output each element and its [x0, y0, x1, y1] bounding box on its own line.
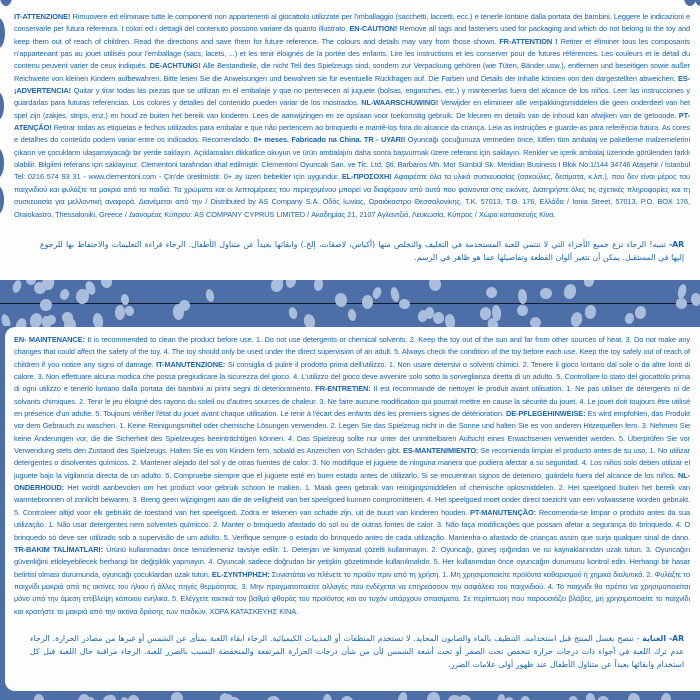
polka-dot — [428, 280, 442, 292]
bottom-dot-band — [0, 691, 700, 700]
body-text: Il est recommandé de nettoyer le produit avant utilisation. 1. Ne pas utiliser de détergents ni de solvants chimiques. 2. Tenir le jeu éloigné des rayons du soleil ou d'autres sources de chaleur. 3. Ne faire aucune modification qui pourrait mettre en cause la sécurité du jouet. 4. Le jouet doit toujours être utilisé en présence d'un adulte. 5. Toujours vérifier l'état du jouet avant chaque utilisation. Le tenir à l'écart des enfants dès les premiers signes de détérioration. — [14, 384, 690, 419]
polka-dot — [115, 305, 125, 320]
language-label: IT-ATTENZIONE! — [14, 12, 71, 21]
polka-dot — [520, 696, 531, 700]
body-text: Si consiglia di pulire il prodotto prima dell'utilizzo. 1. Non usare detersivi o solventi chimici. 2. Tenere il gioco lontano dal sole o da altre fonti di calore. 3. Non effettuare alcuna modica che possa pregiudicare la sicurezza del gioco. 4. L'utilizzo del gioco deve avvenire solo sotto la sorveglianza diretta di un adulto. 5. Controllare lo stato del giocattolo prima di ogni utilizzo e tenerlo lontano dalla portata dei bambini ai primi segni di deterioramento. — [14, 359, 691, 394]
body-text: Retirar todas as etiquetas e fechos utilizados para embalar e que não pertencem ao brinquedo e mantê-los fora do alcance da criança. Leia as instruções e guarde-as para referência futura. As cores e detalhes do conteúdo podem variar entre os indicados. Recomendado: — [14, 123, 690, 145]
body-text: Retirer et éliminer tous les composants n'appartenant pas au jouet utilisés pour l'emballage (sacs, lacets, ...) et les tenir éloignés de la portée des enfants. Lire les instructions et les conserver pour de futures références. Les couleurs et le détail du contenu peuvent varier de ceux indiqués. — [14, 36, 690, 71]
polka-dot — [285, 280, 297, 289]
body-text: Verwijder en elimineer alle verpakkingsmiddelen die geen onderdeel van het spel zijn (zakjes, strips, enz.) en houd ze buiten het bereik van kinderen. Lees de aanwijzingen en ze opslaan voor toekomstig gebruik. De kleuren en details van de inhoud kan afwijken van de getoonde. — [14, 98, 690, 120]
body-text: It is recommended to clean the product before use. 1. Do not use detergents or chemical solvents. 2. Keep the toy out of the sun and far from other sources of heat. 3. Do not make any changes that could affect the safety of the toy. 4. The toy should only be used under the direct supervision of an adult. 5. Always check the condition of the toy before each use. Keep the toy safely out of reach of children if you notice any signs of damage. — [14, 335, 691, 369]
polka-dot — [77, 694, 90, 700]
warning-text-arabic — [40, 238, 684, 264]
polka-dot — [59, 287, 71, 301]
polka-dot — [39, 298, 53, 312]
polka-dot — [634, 305, 647, 320]
edge-dot-fragment — [0, 92, 4, 120]
polka-dot — [517, 305, 528, 317]
language-label: PT-MANUTENÇÃO: — [470, 507, 536, 517]
language-label: NL-WAARSCHUWING! — [361, 98, 439, 108]
edge-dot-fragment — [695, 0, 700, 6]
language-label: DE-ACHTUNG! — [149, 61, 201, 71]
body-text: Rimuovere ed eliminare tutte le componenti non appartenenti al giocattolo utilizzate per l'imballaggio (sacchetti, laccetti, ecc.) e tenerle lontane dalla portata dei bambini. Leggere le indicazioni e conservarle per futura referenza. I colori ed i dettagli del contenuto possono variare da quanto illustrato. — [14, 12, 690, 34]
polka-dot — [562, 283, 577, 300]
language-label: ES-¡ADVERTENCIA! — [14, 73, 690, 96]
polka-dot — [627, 692, 641, 700]
polka-dot — [204, 289, 215, 304]
polka-dot — [445, 313, 457, 327]
polka-dot — [34, 282, 47, 295]
language-label: IT-MANUTENZIONE: — [156, 359, 226, 369]
polka-dot — [399, 299, 411, 310]
polka-dot — [120, 294, 130, 307]
body-text: Alle Bestandteile, die nicht Teil des Spielzeugs sind, sondern zur Verpackung gehören (wie Tüten, Bänder usw.), entfernen und beseitigen sowie außer Reichweite von kleinen Kindern aufbewahren. Bitte lesen Sie die Anweisungen und bewahren sie für eventuelle Rückfragen auf. Die Farben und Details der Inhalte können von den dargestellten abweichen. — [14, 61, 690, 83]
body-text: Ürünü kullanmadan önce temizlemeniz tavsiye edilir. 1. Deterjan ve kimyasal çözelti kullanmayın. 2. Oyuncağı, güneş ışığından ve ısı kaynaklarından uzak tutun. 3. Oyuncağın güvenliğini etkileyebilecek herhangi bir değişiklik yapmayın. 4. Oyuncak sadece doğrudan bir yetişkin gözetiminde kullanılmalıdır. 5. Her kullanımdan önce oyuncağın durumunu kontrol edin. Herhangi bir hasar belirtisi olması durumunda, oyuncağı çocuklardan uzak tutun. — [14, 544, 690, 579]
polka-dot — [172, 304, 184, 320]
polka-dot — [288, 306, 299, 319]
fold-seam-line — [0, 303, 700, 304]
polka-dot — [267, 696, 281, 700]
language-label: EN- MAINTENANCE: — [14, 335, 85, 344]
polka-dot — [0, 313, 12, 327]
polka-dot — [124, 305, 135, 317]
body-text: Remove all tags and fasteners used for packaging and which do not belong to the toy and keep them out of reach of children. Read the directions and save them for future reference. The colours and details may vary from those shown. — [14, 24, 690, 46]
polka-dot — [675, 297, 688, 309]
language-label: FR-ATTENTION ! — [499, 36, 558, 46]
polka-dot — [348, 309, 358, 322]
language-label: AR- — [669, 240, 684, 249]
polka-dot — [314, 280, 324, 291]
edge-dot-fragment — [0, 148, 4, 178]
polka-dot — [661, 693, 672, 700]
body-text: Es wird empfohlen, das Produkt vor dem Gebrauch zu waschen. 1. Keine Reinigungsmittel oder chemische Lösungen verwenden. 2. Legen Sie das Spielzeug nicht in die Sonne und halten Sie es von anderen Hitzequellen fern. 3. Nehmen Sie keine Änderungen vor, die die Sicherheit des Spielzeuges beeinträchtigen können. 4. Das Spielzeug sollte nur unter der unmittelbaren Aufsicht eines Erwachsenen verwendet werden. 5. Überprüfen Sie vor Verwendung stets den Zustand des Spielzeugs. Halten Sie es von Kindern fern, sobald es Anzeichen von Schäden gibt. — [14, 409, 691, 456]
maintenance-text-arabic — [30, 632, 684, 671]
polka-dot — [14, 316, 28, 327]
polka-dot — [540, 287, 552, 299]
language-label: EL-ΠΡΟΣΟΧΗ! — [341, 172, 392, 182]
edge-dot-fragment — [0, 186, 4, 214]
polka-dot — [426, 692, 440, 700]
polka-dot — [28, 312, 43, 327]
language-label: ES-MANTENIMIENTO: — [403, 446, 479, 456]
language-label: EN-CAUTION! — [349, 24, 398, 34]
polka-dot — [486, 286, 499, 299]
language-label: DE-PFLEGEHINWEISE: — [505, 409, 586, 419]
polka-dot — [339, 695, 355, 700]
body-text: Het wordt aanbevolen om het product voor gebruik schoon te maken. 1. Maak geen gebruik van reinigingsmiddelen of chemische oplosmiddelen. 2. Het speelgoed buiten het bereik van warmtebronnen of zonlicht bewaren. 3. Breng geen wijzigingen aan die de veiligheid van het speelgoed kunnen compromitteren. 4. Het speelgoed moet onder direct toezicht van een volwassene worden gebruikt. 5. Controleer altijd voor elk gebruikt de toestand van het speelgoed. Zodra er tekenen van schade zijn, uit de buurt van kinderen houden. — [14, 483, 690, 517]
body-text: Quitar y tirar todas las piezas que se utilizan en el embalaje y que no pertenecen al juguete (bolsas, enganches, etc.) y mantenerlas fuera del alcance de los niños. Leer las instrucciones y guardarlas para futuras referencias. Los colores y detalles del contenido pueden variar de los mostrados. — [14, 86, 690, 108]
language-label: NL-ONDERHOUD: — [14, 470, 690, 493]
edge-dot-fragment — [0, 0, 12, 6]
language-label: FR-ENTRETIEN: — [315, 384, 371, 394]
body-text: - ننصح بغسل المنتج قبل استخدامه. التنظيف بالماء والصابون المحايد. لا تستخدم المنظفات أو المذيبات الكيميائية. الرجاء ابقاء اللعبة بمنأى عن الشمس أو غيرها من مصادر الحرارة. الرجاء عدم ترك اللعبة في أجواء ذات درجات حرارة تنخفض تحت الصفر أو تحت أشعة الشمس لأن من شأن درجات الحرارة المرتفعة والمنخفضة التسبب بالضرر للعبة. الرجاء مراقبة حال اللعبة قبل كل استخدام وابقائها بعيداً عن متناول الأطفال عند ظهور أولى علامات الضرر. — [30, 634, 684, 669]
polka-dot — [585, 692, 596, 700]
polka-dot — [570, 311, 584, 327]
polka-dot — [269, 280, 284, 293]
polka-dot — [690, 293, 700, 307]
language-label: EL-ΣΥΝΤΗΡΗΣΗ: — [211, 569, 270, 579]
polka-dot — [102, 694, 117, 700]
polka-dot — [371, 286, 383, 300]
polka-dot — [584, 304, 597, 319]
body-text: Συνιστάται να πλένετε το προϊόν πριν από τη χρήση. 1. Μη χρησιμοποιείτε προϊόντα καθαρισμού ή χημικά διαλυτικά. 2. Φυλάξτε το παιχνίδι μακριά από τις ακτίνες του ήλιου ή άλλες πηγές θερμότητας. 3. Μην πραγματοποιείτε αλλαγές που ενδέχεται να επηρεάσουν την ασφάλεια του παιχνιδιού. 4. Το παιχνίδι θα πρέπει να χρησιμοποιείται μόνο υπό την άμεση επίβλεψη κάποιου ενήλικα. 5. Ελέγχετε τακτικά τον βαθμό φθοράς του προϊόντος και αν τυχόν υπάρχουν σπασίματα. Σε περίπτωση που παρουσιάζει βλάβες, μη χρησιμοποιείτε το παιχνίδι και κρατήστε το μακριά από την ακτίνα δράσης των παιδιών. ΧΩΡΑ ΚΑΤΑΣΚΕΥΗΣ ΚΙΝΑ. — [14, 569, 690, 616]
polka-dot — [100, 280, 114, 289]
polka-dot — [11, 280, 23, 294]
maintenance-text-block — [14, 334, 690, 618]
polka-dot — [596, 695, 610, 700]
language-label: AR- العناية — [642, 634, 684, 643]
polka-dot — [568, 695, 579, 700]
polka-dot — [92, 312, 104, 327]
language-label: 0+ meses. Fabricado na China. TR - UYARI! — [253, 135, 406, 145]
edge-dot-fragment — [0, 18, 5, 48]
body-text: Recomenda-se limpar o produto antes da sua utilização. 1. Não usar detergentes nem solventes químicos. 2. Manter o brinquedo afastado do sol ou de outras fontes de calor. 3. Não faça modificações que possam afetar a segurança do brinquedo. 4. O brinquedo só deve ser utilizado sob a supervisão de um adulto. 5. Verifique sempre o estado do brinquedo antes de cada utilização. Mantenha-o afastado de crianças assim que surja qualquer sinal de dano. — [14, 507, 690, 542]
polka-dot — [447, 694, 461, 700]
polka-dot — [361, 295, 372, 309]
polka-dot-band — [0, 280, 700, 327]
body-text: Αφαιρέστε όλα τα υλικά συσκευασίας (σακούλες, δεσίματα, κ.λπ.), που δεν είναι μέρος του παιχνιδιού και φυλάξτε τα μακριά από τα παιδιά. Τα χρώματα και οι λεπτομέρειες του περιεχομένου μπορεί να διαφέρουν από αυτά που φαίνονται στις εικόνες. Διατηρήστε όλες τις σχετικές πληροφορίες και τη συσκευασία για μελλοντική αναφορά. Διανέμεται από την / Distributed by AS Company S.A. Οδός Ιωνίας, Ωραιόκαστρο Θεσσαλονίκης, Τ.Κ. 57013, Τ.Θ. 176, Ελλάδα / Ionia Street, 57013, P.O. BOX 176, Oraiokastro, Thessaloniki, Greece / Διανομέας Κύπρου: AS COMPANY CYPRUS LIMITED / Ακαδημίας 21, 2107 Αγλαντζιά, Λευκωσία, Κύπρος / Χώρα κατασκευής Κίνα. — [14, 172, 691, 219]
polka-dot — [623, 312, 635, 325]
polka-dot — [302, 313, 317, 327]
polka-dot — [396, 691, 408, 700]
warning-text-block — [14, 11, 690, 221]
polka-dot — [33, 693, 45, 700]
language-label: PT-ATENÇÃO! — [14, 110, 690, 133]
polka-dot — [583, 280, 595, 288]
edge-dot-fragment — [684, 0, 696, 6]
polka-dot — [496, 694, 506, 700]
polka-dot — [127, 695, 138, 700]
polka-dot — [170, 691, 184, 700]
polka-dot — [322, 694, 332, 700]
polka-dot — [46, 315, 56, 326]
language-label: TR-BAKIM TALİMATLARI: — [14, 544, 103, 554]
polka-dot — [528, 316, 542, 327]
polka-dot — [433, 311, 446, 325]
body-text: تنبيه! الرجاء نزع جميع الأجزاء التي لا تنتمي للعبة المستخدمة في التغليف والتخلص منها (أكياس، لاصقات، إلخ.) وابقائها بعيداً عن متناول الأطفال. الرجاء قراءة التعليمات والاحتفاظ بها للرجوع إليها في المستقبل. يمكن أن تتغير ألوان القطعة وتفاصيلها عما هو ظاهر في الرسم. — [40, 240, 684, 262]
body-text: Oyuncağı çocuğunuza vermeden önce, lütfen tüm ambalaj ve paketleme malzemelerini çıkarın ve çocukların ulaşamayacağı bir yerde saklayın. Açıklamaları dikkatlice okuyun ve ürün ambalajını daha sonra başvurmak üzere referans için saklayın. Renkler ve içerik ambalaj üzerinde görülenden farklı olabilir. Bilgileri referans için saklayınız. Clementoni tarafından ithal edilmiştir. Clementoni Oyuncak San. ve Tic. Ltd. Şti. Barbaros Mh. Mor Sümbül Sk. Meridian Business I Blok No:1/144 34746 Ataşehir / İstanbul Tel: 0216 574 93 31 - www.clementoni.com - Çin'de üretilmistir. 0+ ay üzeri bebekler için uygundur. — [14, 135, 690, 182]
body-text: Se recomienda limpiar el producto antes de su uso. 1. No utilizar detergentes o disolventes químicos. 2. Mantener alejado del sol y de otras fuentes de calor. 3. No modifique el juguete de ninguna manera que pudiera afectar a su seguridad. 4. Los niños solo deben utilizar el juguete bajo la vigilancia directa de un adulto. 5. Compruebe siempre que el juguete esté en buen estado antes de utilizarlo. Si se encuentran signos de deterioro, guárdelo fuera del alcance de los niños. — [14, 446, 690, 480]
polka-dot — [334, 292, 348, 308]
